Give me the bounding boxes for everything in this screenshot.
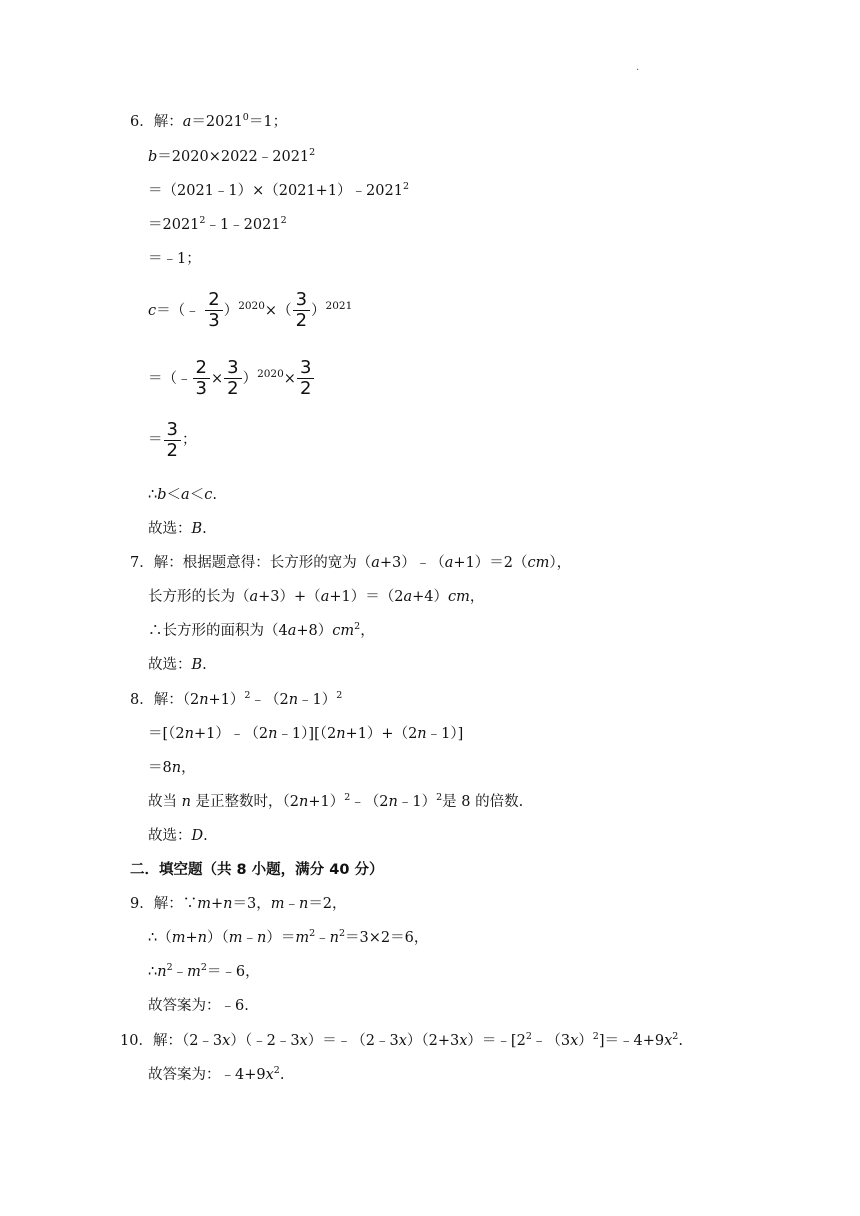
q10-answer: 故答案为：$﹣4+9x^2$. (148, 1065, 285, 1083)
q8-answer: 故选：D. (148, 828, 208, 844)
fraction-2-3: $\frac{2}{3}$ (205, 290, 222, 331)
q8-line-1: 8．解：$(2n+1)^2﹣(2n﹣1)^2$ (130, 690, 343, 708)
q7-line-3: ∴长方形的面积为$(4a+8)cm^2$， (148, 621, 375, 639)
q9-line-2: $\therefore(m+n)(m﹣n)=m^2﹣n^2=3\times 2=6$， (148, 928, 429, 946)
q7-answer: 故选：B. (148, 657, 207, 673)
q9-line-3: $\therefore n^2﹣m^2=﹣6$， (148, 962, 260, 980)
fraction-3-2: $\frac{3}{2}$ (297, 358, 314, 399)
q8-line-4: 故当 n 是正整数时，$(2n+1)^2﹣(2n﹣1)^2$是 8 的倍数. (148, 792, 524, 810)
q7-line-1: 7．解：根据题意得：长方形的宽为（a+3）﹣（a+1）＝2（cm）， (130, 555, 572, 571)
q10-line-1: 10．解：$(2﹣3x)(﹣2﹣3x)=﹣(2﹣3x)(2+3x)=﹣[2^2﹣(3x)^2]=﹣4+9x^2$. (120, 1031, 683, 1049)
q6-line-c1: c＝（﹣ $\frac{2}{3}$ ）$^{2020}$×（ $\frac{3}{2}$ ）$^{2021}$ (148, 289, 353, 332)
q6-line-a: 6．解：$a=2021^0=1$； (130, 112, 288, 130)
q8-line-2: ＝[（2n+1）﹣（2n﹣1）][（2n+1）+（2n﹣1）] (148, 726, 464, 742)
q6-line-b4: ＝﹣1； (148, 251, 201, 267)
fraction-2-3: $\frac{2}{3}$ (193, 358, 210, 399)
q6-line-c2: ＝（﹣ $\frac{2}{3}$ × $\frac{3}{2}$ ）$^{2020}$× $\frac{3}{2}$ (148, 352, 315, 401)
q6-line-c3: ＝ $\frac{3}{2}$ ； (148, 418, 197, 461)
fraction-3-2: $\frac{3}{2}$ (164, 420, 181, 461)
q6-line-b3: $=2021^2﹣1﹣2021^2$ (148, 215, 287, 233)
q8-line-3: ＝8n， (148, 760, 196, 776)
fraction-3-2: $\frac{3}{2}$ (224, 358, 241, 399)
q6-conclusion: ∴b＜a＜c. (148, 487, 217, 503)
q7-line-2: 长方形的长为（a+3）+（a+1）＝（2a+4）cm， (148, 589, 485, 605)
section-heading: 二．填空题（共 8 小题，满分 40 分） (130, 862, 384, 878)
q6-line-b1: $b=2020\times 2022﹣2021^2$ (148, 147, 316, 165)
q9-answer: 故答案为：﹣6. (148, 998, 249, 1014)
q6-line-b2: $=(2021﹣1)\times(2021+1)﹣2021^2$ (148, 181, 409, 199)
fraction-3-2: $\frac{3}{2}$ (293, 290, 310, 331)
q6-answer: 故选：B. (148, 521, 207, 537)
header-mark: . (636, 62, 640, 73)
q9-line-1: 9．解：∵m+n＝3，m﹣n＝2， (130, 896, 347, 912)
